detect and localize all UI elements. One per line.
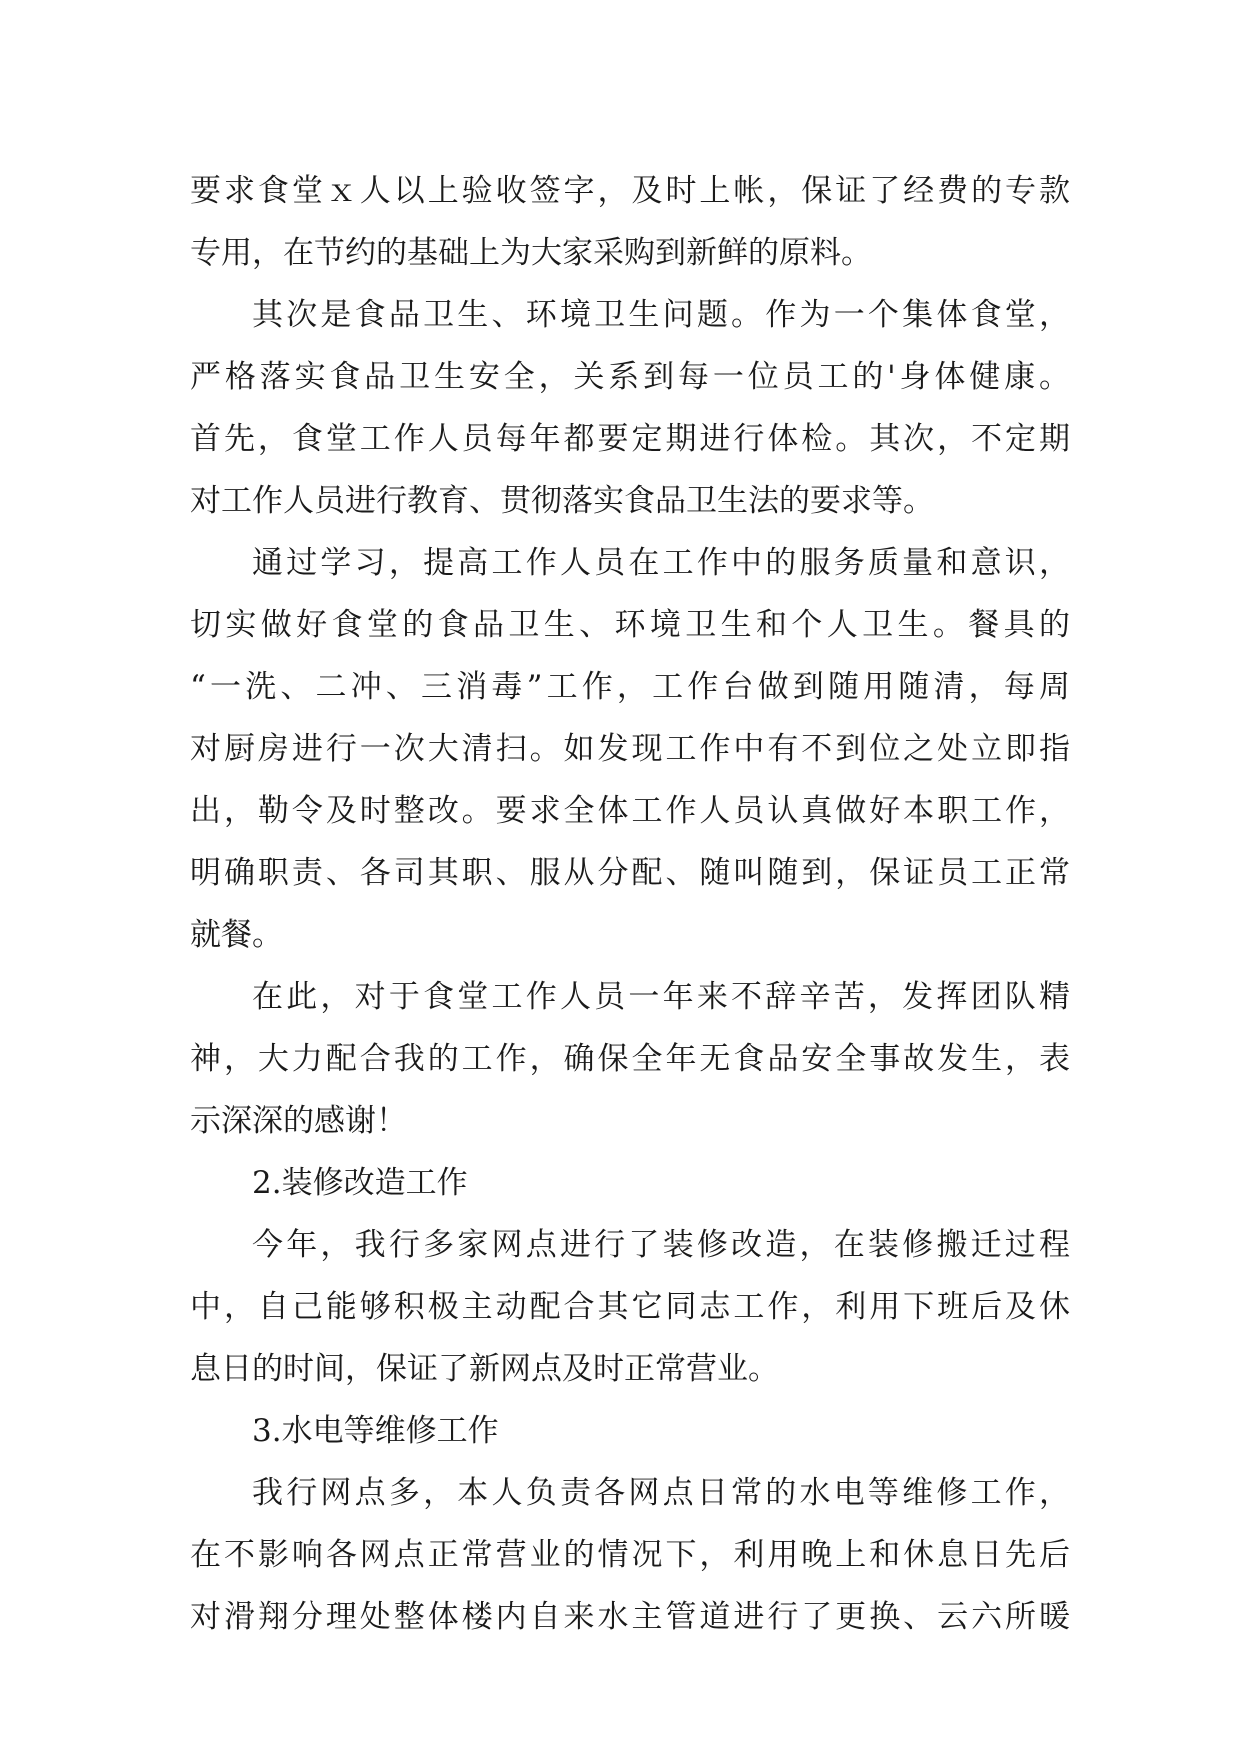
paragraph-line: 其次是食品卫生、环境卫生问题。作为一个集体食堂， — [252, 297, 1070, 333]
paragraph-line: 专用，在节约的基础上为大家采购到新鲜的原料。 — [190, 235, 872, 271]
document-body — [190, 160, 1070, 1648]
paragraph-line: 切实做好食堂的食品卫生、环境卫生和个人卫生。餐具的 — [190, 607, 1070, 643]
paragraph-line: 通过学习，提高工作人员在工作中的服务质量和意识， — [252, 545, 1070, 581]
paragraph-line: 对厨房进行一次大清扫。如发现工作中有不到位之处立即指 — [190, 731, 1070, 767]
paragraph-line: 就餐。 — [190, 917, 283, 953]
paragraph-line: 今年，我行多家网点进行了装修改造，在装修搬迁过程 — [252, 1227, 1070, 1263]
paragraph-line: 对滑翔分理处整体楼内自来水主管道进行了更换、云六所暖 — [190, 1599, 1070, 1635]
paragraph-line: 对工作人员进行教育、贯彻落实食品卫生法的要求等。 — [190, 483, 934, 519]
paragraph-line: 中，自己能够积极主动配合其它同志工作，利用下班后及休 — [190, 1289, 1070, 1325]
paragraph-line: 息日的时间，保证了新网点及时正常营业。 — [190, 1351, 779, 1387]
paragraph-line: 神，大力配合我的工作，确保全年无食品安全事故发生，表 — [190, 1041, 1070, 1077]
paragraph-line: 我行网点多，本人负责各网点日常的水电等维修工作， — [252, 1475, 1070, 1511]
paragraph-line: 要求食堂ｘ人以上验收签字，及时上帐，保证了经费的专款 — [190, 173, 1070, 209]
paragraph-line: 在不影响各网点正常营业的情况下，利用晚上和休息日先后 — [190, 1537, 1070, 1573]
paragraph-line: “一洗、二冲、三消毒”工作，工作台做到随用随清，每周 — [190, 669, 1070, 705]
section-heading: 2.装修改造工作 — [252, 1165, 468, 1201]
paragraph-line: 在此，对于食堂工作人员一年来不辞辛苦，发挥团队精 — [252, 979, 1070, 1015]
paragraph-line: 严格落实食品卫生安全，关系到每一位员工的'身体健康。 — [190, 359, 1070, 395]
paragraph-line: 示深深的感谢！ — [190, 1103, 407, 1139]
paragraph-line: 出，勒令及时整改。要求全体工作人员认真做好本职工作， — [190, 793, 1070, 829]
paragraph-line: 首先，食堂工作人员每年都要定期进行体检。其次，不定期 — [190, 421, 1070, 457]
section-heading: 3.水电等维修工作 — [252, 1413, 499, 1449]
paragraph-line: 明确职责、各司其职、服从分配、随叫随到，保证员工正常 — [190, 855, 1070, 891]
